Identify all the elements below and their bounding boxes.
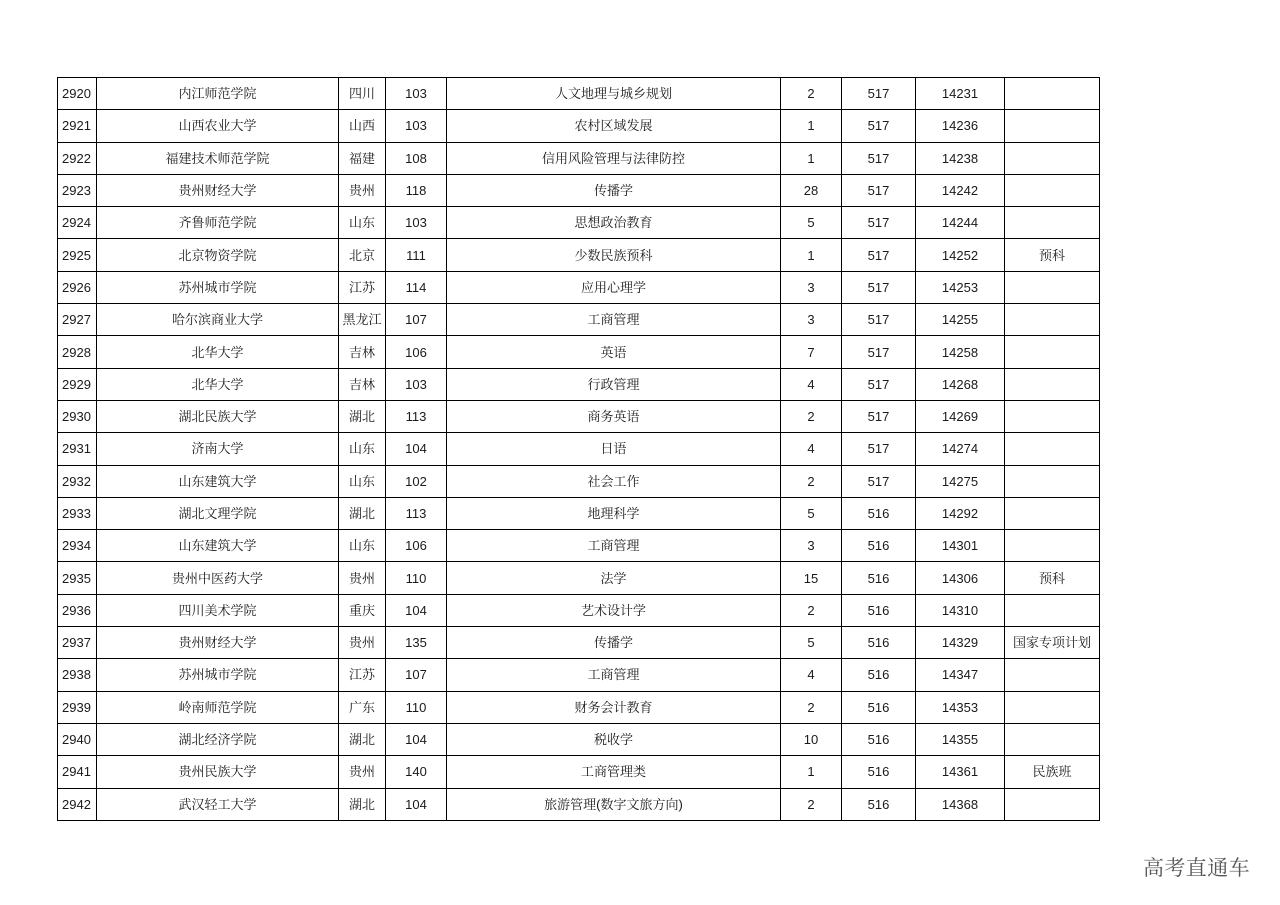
plan-count-cell: 5 (781, 207, 842, 239)
plan-count-cell: 2 (781, 400, 842, 432)
province-cell: 湖北 (339, 788, 386, 820)
major-code-cell: 104 (386, 788, 447, 820)
major-name-cell: 应用心理学 (447, 271, 781, 303)
min-score-cell: 517 (842, 400, 916, 432)
school-name-cell: 山东建筑大学 (97, 465, 339, 497)
province-cell: 贵州 (339, 562, 386, 594)
note-cell (1005, 368, 1100, 400)
row-index-cell: 2937 (58, 627, 97, 659)
major-code-cell: 106 (386, 530, 447, 562)
plan-count-cell: 3 (781, 530, 842, 562)
plan-count-cell: 15 (781, 562, 842, 594)
row-index-cell: 2929 (58, 368, 97, 400)
major-name-cell: 旅游管理(数字文旅方向) (447, 788, 781, 820)
major-name-cell: 传播学 (447, 174, 781, 206)
row-index-cell: 2940 (58, 723, 97, 755)
row-index-cell: 2934 (58, 530, 97, 562)
note-cell (1005, 304, 1100, 336)
min-score-cell: 517 (842, 207, 916, 239)
note-cell (1005, 530, 1100, 562)
note-cell (1005, 207, 1100, 239)
plan-count-cell: 4 (781, 368, 842, 400)
plan-count-cell: 2 (781, 691, 842, 723)
table-row (58, 110, 1100, 142)
province-cell: 山东 (339, 530, 386, 562)
major-code-cell: 103 (386, 207, 447, 239)
row-index-cell: 2925 (58, 239, 97, 271)
watermark-text: 高考直通车 (1143, 857, 1250, 880)
major-code-cell: 113 (386, 400, 447, 432)
major-name-cell: 信用风险管理与法律防控 (447, 142, 781, 174)
min-rank-cell: 14238 (916, 142, 1005, 174)
school-name-cell: 四川美术学院 (97, 594, 339, 626)
major-code-cell: 140 (386, 756, 447, 788)
min-score-cell: 516 (842, 627, 916, 659)
major-code-cell: 108 (386, 142, 447, 174)
min-rank-cell: 14292 (916, 497, 1005, 529)
school-name-cell: 内江师范学院 (97, 78, 339, 110)
row-index-cell: 2942 (58, 788, 97, 820)
min-score-cell: 516 (842, 497, 916, 529)
province-cell: 四川 (339, 78, 386, 110)
school-name-cell: 北华大学 (97, 336, 339, 368)
major-name-cell: 日语 (447, 433, 781, 465)
min-score-cell: 516 (842, 659, 916, 691)
min-score-cell: 517 (842, 271, 916, 303)
min-rank-cell: 14231 (916, 78, 1005, 110)
min-rank-cell: 14258 (916, 336, 1005, 368)
table-row (58, 659, 1100, 691)
major-code-cell: 106 (386, 336, 447, 368)
table-row (58, 142, 1100, 174)
table-row (58, 78, 1100, 110)
min-rank-cell: 14361 (916, 756, 1005, 788)
plan-count-cell: 7 (781, 336, 842, 368)
province-cell: 湖北 (339, 497, 386, 529)
province-cell: 广东 (339, 691, 386, 723)
min-score-cell: 517 (842, 304, 916, 336)
row-index-cell: 2920 (58, 78, 97, 110)
note-cell (1005, 465, 1100, 497)
province-cell: 吉林 (339, 336, 386, 368)
min-rank-cell: 14310 (916, 594, 1005, 626)
major-name-cell: 地理科学 (447, 497, 781, 529)
major-code-cell: 102 (386, 465, 447, 497)
table-row (58, 756, 1100, 788)
note-cell (1005, 659, 1100, 691)
school-name-cell: 武汉轻工大学 (97, 788, 339, 820)
min-score-cell: 517 (842, 142, 916, 174)
min-score-cell: 517 (842, 433, 916, 465)
school-name-cell: 北华大学 (97, 368, 339, 400)
plan-count-cell: 1 (781, 239, 842, 271)
plan-count-cell: 3 (781, 271, 842, 303)
row-index-cell: 2939 (58, 691, 97, 723)
min-score-cell: 517 (842, 239, 916, 271)
table-row (58, 368, 1100, 400)
row-index-cell: 2924 (58, 207, 97, 239)
note-cell (1005, 271, 1100, 303)
min-score-cell: 516 (842, 562, 916, 594)
table-row (58, 594, 1100, 626)
major-name-cell: 税收学 (447, 723, 781, 755)
major-name-cell: 工商管理 (447, 304, 781, 336)
major-name-cell: 英语 (447, 336, 781, 368)
note-cell: 民族班 (1005, 756, 1100, 788)
min-score-cell: 517 (842, 174, 916, 206)
school-name-cell: 贵州中医药大学 (97, 562, 339, 594)
major-name-cell: 艺术设计学 (447, 594, 781, 626)
major-name-cell: 农村区域发展 (447, 110, 781, 142)
major-name-cell: 社会工作 (447, 465, 781, 497)
school-name-cell: 山西农业大学 (97, 110, 339, 142)
row-index-cell: 2936 (58, 594, 97, 626)
note-cell: 预科 (1005, 239, 1100, 271)
major-code-cell: 103 (386, 368, 447, 400)
note-cell (1005, 400, 1100, 432)
province-cell: 北京 (339, 239, 386, 271)
school-name-cell: 湖北民族大学 (97, 400, 339, 432)
major-code-cell: 135 (386, 627, 447, 659)
plan-count-cell: 28 (781, 174, 842, 206)
major-name-cell: 少数民族预科 (447, 239, 781, 271)
school-name-cell: 福建技术师范学院 (97, 142, 339, 174)
plan-count-cell: 5 (781, 627, 842, 659)
row-index-cell: 2928 (58, 336, 97, 368)
school-name-cell: 苏州城市学院 (97, 271, 339, 303)
major-name-cell: 行政管理 (447, 368, 781, 400)
province-cell: 山东 (339, 207, 386, 239)
school-name-cell: 苏州城市学院 (97, 659, 339, 691)
table-row (58, 627, 1100, 659)
major-name-cell: 思想政治教育 (447, 207, 781, 239)
major-code-cell: 118 (386, 174, 447, 206)
plan-count-cell: 3 (781, 304, 842, 336)
note-cell (1005, 78, 1100, 110)
school-name-cell: 齐鲁师范学院 (97, 207, 339, 239)
min-score-cell: 516 (842, 594, 916, 626)
plan-count-cell: 1 (781, 142, 842, 174)
province-cell: 湖北 (339, 723, 386, 755)
province-cell: 山西 (339, 110, 386, 142)
note-cell (1005, 110, 1100, 142)
major-name-cell: 工商管理类 (447, 756, 781, 788)
note-cell (1005, 174, 1100, 206)
row-index-cell: 2938 (58, 659, 97, 691)
province-cell: 福建 (339, 142, 386, 174)
major-name-cell: 财务会计教育 (447, 691, 781, 723)
min-rank-cell: 14355 (916, 723, 1005, 755)
table-row (58, 400, 1100, 432)
note-cell (1005, 433, 1100, 465)
min-score-cell: 517 (842, 465, 916, 497)
major-code-cell: 104 (386, 433, 447, 465)
province-cell: 贵州 (339, 627, 386, 659)
min-rank-cell: 14329 (916, 627, 1005, 659)
major-name-cell: 人文地理与城乡规划 (447, 78, 781, 110)
province-cell: 贵州 (339, 174, 386, 206)
plan-count-cell: 5 (781, 497, 842, 529)
major-code-cell: 111 (386, 239, 447, 271)
min-score-cell: 516 (842, 723, 916, 755)
province-cell: 重庆 (339, 594, 386, 626)
major-code-cell: 104 (386, 723, 447, 755)
note-cell (1005, 142, 1100, 174)
row-index-cell: 2926 (58, 271, 97, 303)
row-index-cell: 2930 (58, 400, 97, 432)
min-rank-cell: 14244 (916, 207, 1005, 239)
school-name-cell: 岭南师范学院 (97, 691, 339, 723)
plan-count-cell: 2 (781, 465, 842, 497)
note-cell (1005, 691, 1100, 723)
note-cell (1005, 594, 1100, 626)
table-row (58, 433, 1100, 465)
min-score-cell: 517 (842, 78, 916, 110)
table-row (58, 239, 1100, 271)
note-cell (1005, 788, 1100, 820)
province-cell: 山东 (339, 465, 386, 497)
major-code-cell: 104 (386, 594, 447, 626)
school-name-cell: 山东建筑大学 (97, 530, 339, 562)
table-row (58, 271, 1100, 303)
min-score-cell: 517 (842, 110, 916, 142)
major-name-cell: 工商管理 (447, 530, 781, 562)
plan-count-cell: 2 (781, 788, 842, 820)
min-rank-cell: 14269 (916, 400, 1005, 432)
note-cell (1005, 336, 1100, 368)
province-cell: 江苏 (339, 271, 386, 303)
major-code-cell: 103 (386, 110, 447, 142)
table-body (58, 78, 1100, 821)
table-row (58, 691, 1100, 723)
province-cell: 江苏 (339, 659, 386, 691)
school-name-cell: 哈尔滨商业大学 (97, 304, 339, 336)
table-row (58, 497, 1100, 529)
min-rank-cell: 14301 (916, 530, 1005, 562)
plan-count-cell: 2 (781, 594, 842, 626)
row-index-cell: 2941 (58, 756, 97, 788)
row-index-cell: 2935 (58, 562, 97, 594)
min-rank-cell: 14353 (916, 691, 1005, 723)
row-index-cell: 2931 (58, 433, 97, 465)
row-index-cell: 2927 (58, 304, 97, 336)
school-name-cell: 贵州财经大学 (97, 174, 339, 206)
min-rank-cell: 14347 (916, 659, 1005, 691)
min-rank-cell: 14255 (916, 304, 1005, 336)
min-score-cell: 516 (842, 788, 916, 820)
province-cell: 贵州 (339, 756, 386, 788)
row-index-cell: 2923 (58, 174, 97, 206)
note-cell: 预科 (1005, 562, 1100, 594)
note-cell (1005, 497, 1100, 529)
min-rank-cell: 14306 (916, 562, 1005, 594)
min-rank-cell: 14253 (916, 271, 1005, 303)
major-code-cell: 107 (386, 659, 447, 691)
min-rank-cell: 14252 (916, 239, 1005, 271)
school-name-cell: 济南大学 (97, 433, 339, 465)
plan-count-cell: 1 (781, 110, 842, 142)
table-row (58, 304, 1100, 336)
table-row (58, 530, 1100, 562)
major-name-cell: 传播学 (447, 627, 781, 659)
table-row (58, 207, 1100, 239)
note-cell: 国家专项计划 (1005, 627, 1100, 659)
min-score-cell: 516 (842, 756, 916, 788)
school-name-cell: 湖北文理学院 (97, 497, 339, 529)
plan-count-cell: 10 (781, 723, 842, 755)
major-code-cell: 110 (386, 562, 447, 594)
table-row (58, 465, 1100, 497)
min-score-cell: 516 (842, 691, 916, 723)
table-row (58, 723, 1100, 755)
min-rank-cell: 14236 (916, 110, 1005, 142)
school-name-cell: 贵州财经大学 (97, 627, 339, 659)
province-cell: 湖北 (339, 400, 386, 432)
province-cell: 黑龙江 (339, 304, 386, 336)
min-score-cell: 516 (842, 530, 916, 562)
min-rank-cell: 14268 (916, 368, 1005, 400)
school-name-cell: 北京物资学院 (97, 239, 339, 271)
major-name-cell: 工商管理 (447, 659, 781, 691)
plan-count-cell: 4 (781, 433, 842, 465)
admission-table (57, 77, 1100, 821)
major-code-cell: 110 (386, 691, 447, 723)
major-code-cell: 114 (386, 271, 447, 303)
school-name-cell: 贵州民族大学 (97, 756, 339, 788)
major-code-cell: 113 (386, 497, 447, 529)
note-cell (1005, 723, 1100, 755)
major-code-cell: 107 (386, 304, 447, 336)
table-row (58, 336, 1100, 368)
min-score-cell: 517 (842, 368, 916, 400)
province-cell: 吉林 (339, 368, 386, 400)
major-code-cell: 103 (386, 78, 447, 110)
min-rank-cell: 14274 (916, 433, 1005, 465)
school-name-cell: 湖北经济学院 (97, 723, 339, 755)
row-index-cell: 2933 (58, 497, 97, 529)
min-rank-cell: 14242 (916, 174, 1005, 206)
province-cell: 山东 (339, 433, 386, 465)
major-name-cell: 商务英语 (447, 400, 781, 432)
table-row (58, 174, 1100, 206)
min-rank-cell: 14368 (916, 788, 1005, 820)
row-index-cell: 2932 (58, 465, 97, 497)
row-index-cell: 2921 (58, 110, 97, 142)
min-rank-cell: 14275 (916, 465, 1005, 497)
row-index-cell: 2922 (58, 142, 97, 174)
major-name-cell: 法学 (447, 562, 781, 594)
plan-count-cell: 1 (781, 756, 842, 788)
plan-count-cell: 2 (781, 78, 842, 110)
plan-count-cell: 4 (781, 659, 842, 691)
min-score-cell: 517 (842, 336, 916, 368)
table-row (58, 562, 1100, 594)
table-row (58, 788, 1100, 820)
